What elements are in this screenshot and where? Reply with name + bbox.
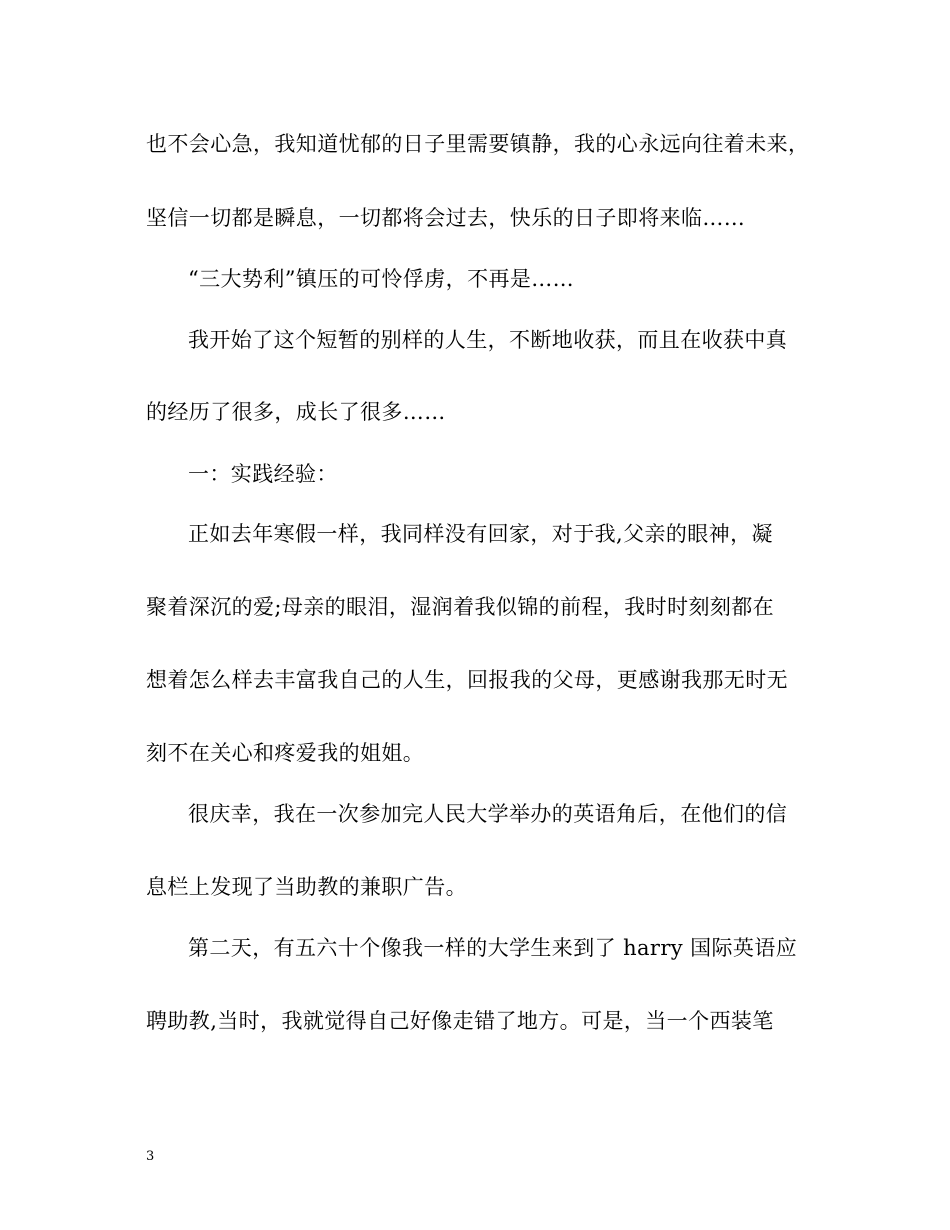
paragraph-start-line: 很庆幸，我在一次参加完人民大学举办的英语角后，在他们的信 (188, 802, 788, 826)
text-line: 聚着深沉的爱;母亲的眼泪，湿润着我似锦的前程，我时时刻刻都在 (146, 595, 775, 619)
text-line: 坚信一切都是瞬息，一切都将会过去，快乐的日子即将来临…… (146, 206, 746, 230)
text-line: 聘助教,当时，我就觉得自己好像走错了地方。可是，当一个西装笔 (146, 1009, 774, 1033)
text-line: “三大势利”镇压的可怜俘虏，不再是…… (188, 267, 575, 291)
text-line: 也不会心急，我知道忧郁的日子里需要镇静，我的心永远向往着未来， (146, 132, 810, 156)
paragraph-start-line: 我开始了这个短暂的别样的人生，不断地收获，而且在收获中真 (188, 328, 788, 352)
text-line: 想着怎么样去丰富我自己的人生，回报我的父母，更感谢我那无时无 (146, 668, 788, 692)
page-number: 3 (146, 1149, 155, 1164)
section-heading: 一：实践经验： (188, 462, 338, 486)
text-line: 息栏上发现了当助教的兼职广告。 (146, 875, 467, 899)
paragraph-start-line: 第二天，有五六十个像我一样的大学生来到了 harry 国际英语应 (188, 936, 798, 960)
text-line: 的经历了很多，成长了很多…… (146, 400, 446, 424)
paragraph-start-line: 正如去年寒假一样，我同样没有回家，对于我,父亲的眼神，凝 (188, 522, 773, 546)
text-line: 刻不在关心和疼爱我的姐姐。 (146, 741, 425, 765)
